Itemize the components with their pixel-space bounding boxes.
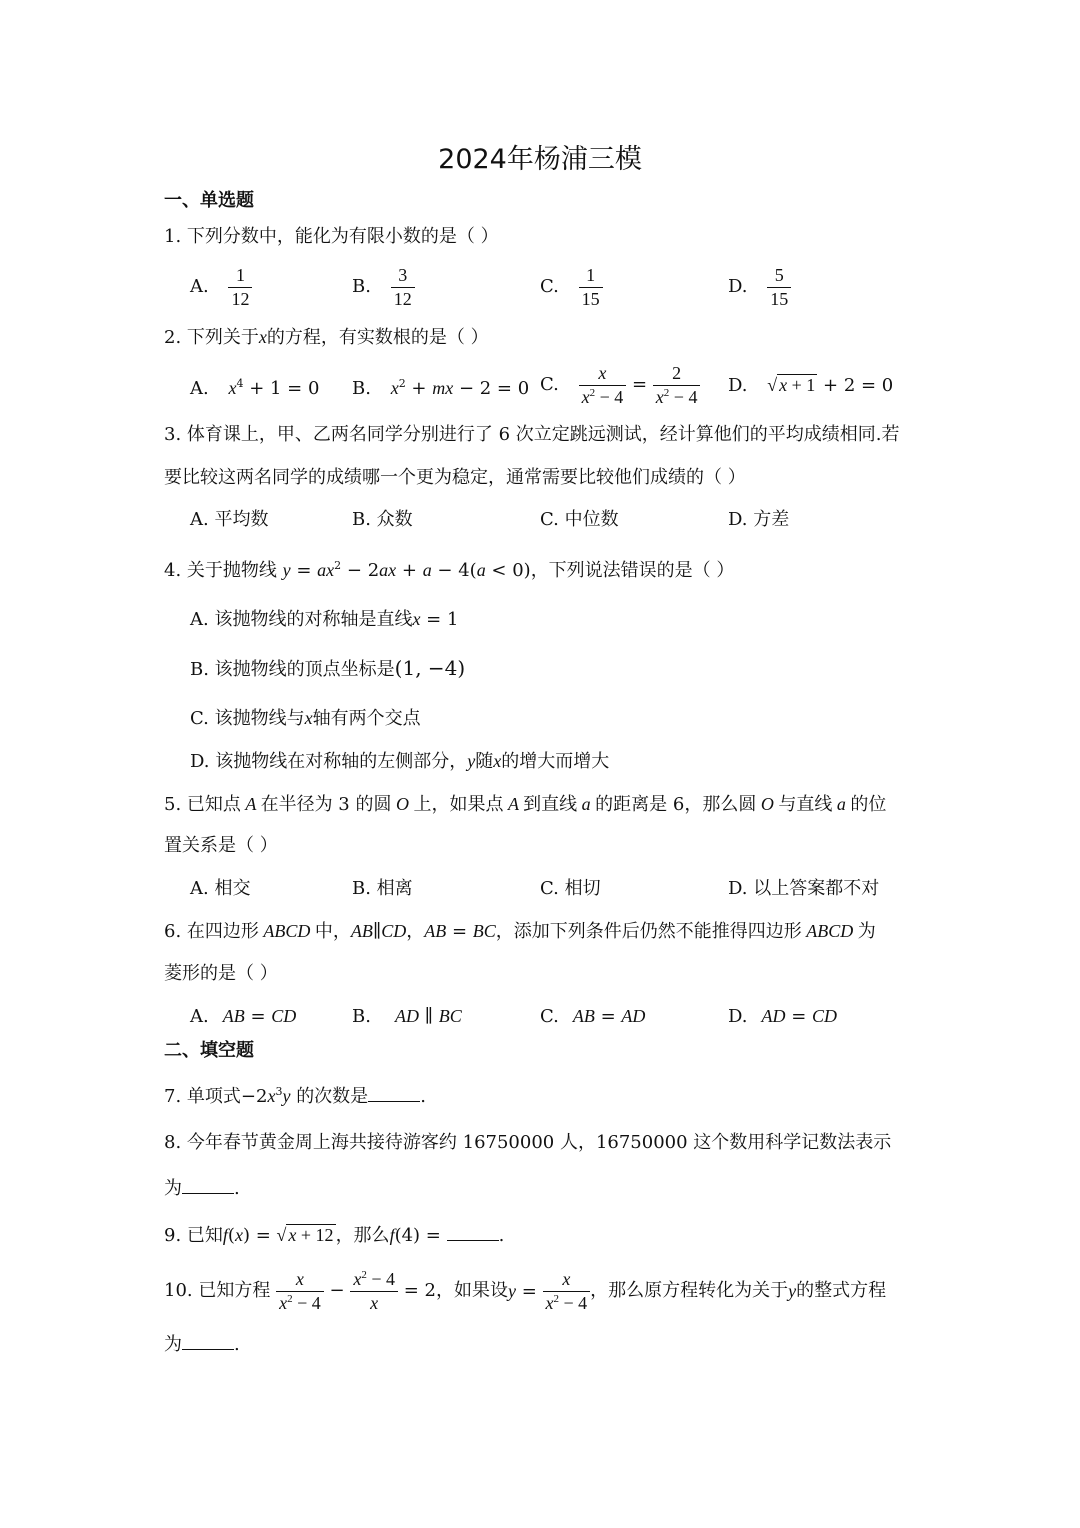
question-3-line-2: 要比较这两名同学的成绩哪一个更为稳定，通常需要比较他们成绩的（ ）	[164, 467, 746, 488]
fraction: $\frac{2}{x^2 - 4}$	[653, 362, 701, 408]
stem-text: ，如果设	[435, 1280, 508, 1301]
stem-text: 的整式方程	[796, 1280, 887, 1301]
denominator: 12	[393, 288, 412, 309]
question-6-option-b	[352, 1007, 462, 1026]
numerator: 5	[767, 264, 791, 288]
option-label: C.	[540, 276, 559, 297]
question-1-option-c	[540, 264, 603, 310]
question-5-option-a: A. 相交	[190, 878, 251, 899]
equation: f(4) =	[389, 1225, 447, 1246]
option-text: 轴有两个交点	[312, 708, 421, 729]
option-text: D. 该抛物线在对称轴的左侧部分，	[190, 751, 468, 772]
option-label: A.	[190, 378, 209, 399]
stem-text: ，	[406, 921, 425, 942]
stem-text: 9. 已知	[164, 1225, 223, 1246]
fraction: $\frac{x}{x^2 - 4}$	[543, 1268, 591, 1314]
question-4-option-d	[190, 752, 609, 771]
question-4-option-a	[190, 610, 458, 629]
equation: $x^4 + 1 = 0$	[228, 377, 320, 399]
option-label: A.	[190, 1006, 209, 1027]
answer-blank[interactable]	[447, 1224, 499, 1241]
question-9	[164, 1224, 504, 1245]
question-1-stem: 1. 下列分数中，能化为有限小数的是（ ）	[164, 226, 499, 247]
option-text: C. 该抛物线与	[190, 708, 305, 729]
stem-text: 为	[857, 921, 876, 942]
option-text: 的增大而增大	[501, 751, 610, 772]
option-label: C.	[540, 1006, 559, 1027]
equation: f(x) = √ x + 12	[222, 1225, 334, 1246]
numerator: 1	[579, 264, 603, 288]
stem-text: 中，	[314, 921, 351, 942]
equation: AB = CD	[222, 1006, 297, 1027]
option-label: B.	[352, 378, 371, 399]
stem-text: .	[498, 1225, 505, 1246]
stem-text: 为	[164, 1178, 182, 1199]
question-10-line-1: 10. 已知方程 $\frac{x}{x^2 - 4}$ − $\frac{x^2 - 4}{x}$ = 2，如果设y = $\frac{x}{x^2 - 4}$ ，那么原方程转化为关于y的整式方程	[164, 1269, 887, 1313]
monomial: $-2x^3y$	[240, 1085, 291, 1107]
equation: AD = CD	[761, 1006, 838, 1027]
stem-text: 的次数是	[296, 1086, 369, 1107]
question-4-option-b	[190, 658, 465, 679]
answer-blank[interactable]	[182, 1333, 234, 1350]
numerator: 3	[391, 264, 415, 288]
stem-text: 10. 已知方程	[164, 1280, 271, 1301]
option-label: C.	[540, 374, 559, 395]
equation: AB = AD	[572, 1006, 646, 1027]
fraction: $\frac{x}{x^2 - 4}$	[579, 362, 627, 408]
question-3-option-d: D. 方差	[728, 509, 790, 530]
equation: $x^2$ + mx − 2 = 0	[390, 377, 530, 399]
stem-text: 的方程，有实数根的是（ ）	[266, 327, 489, 348]
math-var: x	[304, 708, 313, 728]
fraction: $\frac{x}{x^2 - 4}$	[276, 1268, 324, 1314]
question-2-option-a	[190, 378, 319, 398]
denominator: 15	[581, 288, 600, 309]
option-label: B.	[352, 1006, 371, 1027]
question-5-option-b: B. 相离	[352, 878, 413, 899]
equation: x = 1	[412, 609, 459, 630]
equation: √ x + 1 + 2 = 0	[767, 375, 894, 396]
option-label: D.	[728, 276, 748, 297]
question-5-option-d: D. 以上答案都不对	[728, 878, 880, 899]
stem-text: ，下列说法错误的是（ ）	[530, 560, 735, 581]
option-label: D.	[728, 1006, 748, 1027]
fraction	[228, 264, 252, 310]
section-heading-fill-in: 二、填空题	[164, 1040, 254, 1061]
question-2-option-b	[352, 378, 529, 398]
question-2-stem	[164, 328, 489, 347]
section-heading-single-choice: 一、单选题	[164, 190, 254, 211]
question-4-stem	[164, 560, 734, 580]
equation: (1, −4)	[394, 656, 466, 680]
question-6-option-c	[540, 1007, 645, 1026]
question-8-line-2	[164, 1177, 240, 1198]
question-1-option-a	[190, 264, 252, 310]
fraction	[767, 264, 791, 310]
stem-text: .	[234, 1334, 240, 1355]
question-2-option-d	[728, 376, 893, 395]
option-label: D.	[728, 375, 748, 396]
stem-text: 的距离是 6，那么圆	[595, 794, 757, 815]
math-var: y	[467, 751, 476, 771]
equation: $y = ax^2 - 2ax + a - 4(a < 0)$	[282, 559, 531, 581]
question-6-option-a	[190, 1007, 296, 1026]
fraction	[391, 264, 415, 310]
stem-text: 5. 已知点	[164, 794, 241, 815]
stem-text: 6. 在四边形	[164, 921, 259, 942]
stem-text: ，添加下列条件后仍然不能推得四边形	[495, 921, 802, 942]
answer-blank[interactable]	[182, 1177, 234, 1194]
math-var: x	[258, 327, 267, 347]
question-3-line-1: 3. 体育课上，甲、乙两名同学分别进行了 6 次立定跳远测试，经计算他们的平均成绩相同.若	[164, 424, 900, 445]
question-7	[164, 1085, 426, 1106]
question-1-option-b	[352, 264, 415, 310]
page-title: 2024年杨浦三模	[438, 144, 642, 175]
denominator: 12	[231, 288, 250, 309]
stem-text: 7. 单项式	[164, 1086, 241, 1107]
stem-text: 4. 关于抛物线	[164, 560, 277, 581]
answer-blank[interactable]	[368, 1085, 420, 1102]
question-5-option-c: C. 相切	[540, 878, 601, 899]
stem-text: 在半径为 3 的圆	[260, 794, 392, 815]
option-text: A. 该抛物线的对称轴是直线	[190, 609, 413, 630]
numerator: 1	[228, 264, 252, 288]
question-6-line-1: 6. 在四边形 ABCD 中，AB∥CD，AB = BC，添加下列条件后仍然不能推得四边形 ABCD 为	[164, 921, 876, 942]
question-10-line-2	[164, 1333, 240, 1354]
stem-text: .	[420, 1086, 426, 1107]
option-label: B.	[352, 276, 371, 297]
question-8-line-1: 8. 今年春节黄金周上海共接待游客约 16750000 人，16750000 这个数用科学记数法表示	[164, 1132, 892, 1153]
stem-text: 到直线	[523, 794, 578, 815]
question-1-option-d	[728, 264, 791, 310]
question-2-option-c: C. $\frac{x}{x^2 - 4}$ = $\frac{2}{x^2 - 4}$	[540, 362, 700, 408]
question-5-line-1: 5. 已知点 A 在半径为 3 的圆 O 上，如果点 A 到直线 a 的距离是 6，那么圆 O 与直线 a 的位	[164, 794, 887, 815]
equation: AD ∥ BC	[394, 1006, 462, 1027]
stem-text: 2. 下列关于	[164, 327, 259, 348]
option-text: B. 该抛物线的顶点坐标是	[190, 659, 395, 680]
stem-text: ，那么	[335, 1225, 390, 1246]
question-3-option-a: A. 平均数	[190, 509, 269, 530]
question-4-option-c	[190, 709, 421, 728]
stem-text: ，那么原方程转化为关于	[590, 1280, 789, 1301]
stem-text: 与直线	[778, 794, 833, 815]
question-6-line-2: 菱形的是（ ）	[164, 963, 278, 984]
option-label: A.	[190, 276, 209, 297]
stem-text: 为	[164, 1334, 182, 1355]
option-text: 随	[475, 751, 494, 772]
question-3-option-b: B. 众数	[352, 509, 413, 530]
question-5-line-2: 置关系是（ ）	[164, 835, 278, 856]
math-var: x	[493, 751, 502, 771]
question-6-option-d	[728, 1007, 837, 1026]
fraction: $\frac{x^2 - 4}{x}$	[350, 1268, 398, 1314]
stem-text: 上，如果点	[413, 794, 504, 815]
denominator: 15	[770, 288, 789, 309]
question-3-option-c: C. 中位数	[540, 509, 619, 530]
stem-text: .	[234, 1178, 240, 1199]
stem-text: 的位	[850, 794, 887, 815]
fraction	[579, 264, 603, 310]
